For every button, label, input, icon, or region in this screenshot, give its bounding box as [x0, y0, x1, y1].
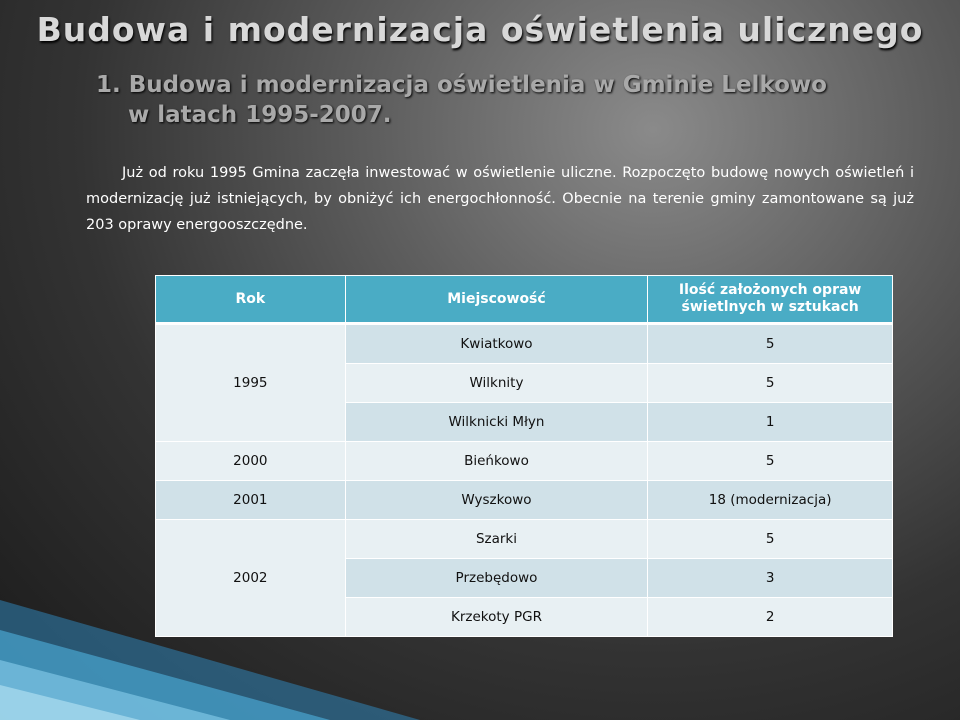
- place-cell: Szarki: [345, 520, 648, 559]
- place-cell: Wilknity: [345, 364, 648, 403]
- count-cell: 2: [648, 598, 893, 637]
- place-cell: Wilknicki Młyn: [345, 403, 648, 442]
- count-cell: 3: [648, 559, 893, 598]
- year-cell: 1995: [156, 324, 346, 442]
- installations-table: [155, 275, 893, 637]
- count-cell: 5: [648, 364, 893, 403]
- header-year: Rok: [156, 276, 346, 324]
- place-cell: Bieńkowo: [345, 442, 648, 481]
- table-row: [156, 520, 893, 559]
- year-cell: 2002: [156, 520, 346, 637]
- year-cell: 2001: [156, 481, 346, 520]
- place-cell: Wyszkowo: [345, 481, 648, 520]
- subtitle-line-1: 1. Budowa i modernizacja oświetlenia w Gminie Lelkowo: [96, 72, 827, 98]
- page-title: Budowa i modernizacja oświetlenia ulicznego: [36, 10, 924, 49]
- place-cell: Krzekoty PGR: [345, 598, 648, 637]
- count-cell: 5: [648, 324, 893, 364]
- year-cell: 2000: [156, 442, 346, 481]
- header-place: Miejscowość: [345, 276, 648, 324]
- table-row: [156, 324, 893, 364]
- intro-paragraph: Już od roku 1995 Gmina zaczęła inwestować w oświetlenie uliczne. Rozpoczęto budowę nowych oświetleń i modernizację już istniejących, by obniżyć ich energochłonność. Obecnie na terenie gminy zamontowane są już 203 oprawy energooszczędne.: [86, 165, 914, 233]
- subtitle-line-2: w latach 1995-2007.: [128, 102, 392, 128]
- table-row: [156, 442, 893, 481]
- header-count: Ilość założonych opraw świetlnych w sztukach: [648, 276, 893, 324]
- count-cell: 5: [648, 520, 893, 559]
- count-cell: 18 (modernizacja): [648, 481, 893, 520]
- place-cell: Kwiatkowo: [345, 324, 648, 364]
- table-row: [156, 481, 893, 520]
- table-header-row: [156, 276, 893, 324]
- place-cell: Przebędowo: [345, 559, 648, 598]
- count-cell: 5: [648, 442, 893, 481]
- section-subtitle: [96, 70, 827, 130]
- count-cell: 1: [648, 403, 893, 442]
